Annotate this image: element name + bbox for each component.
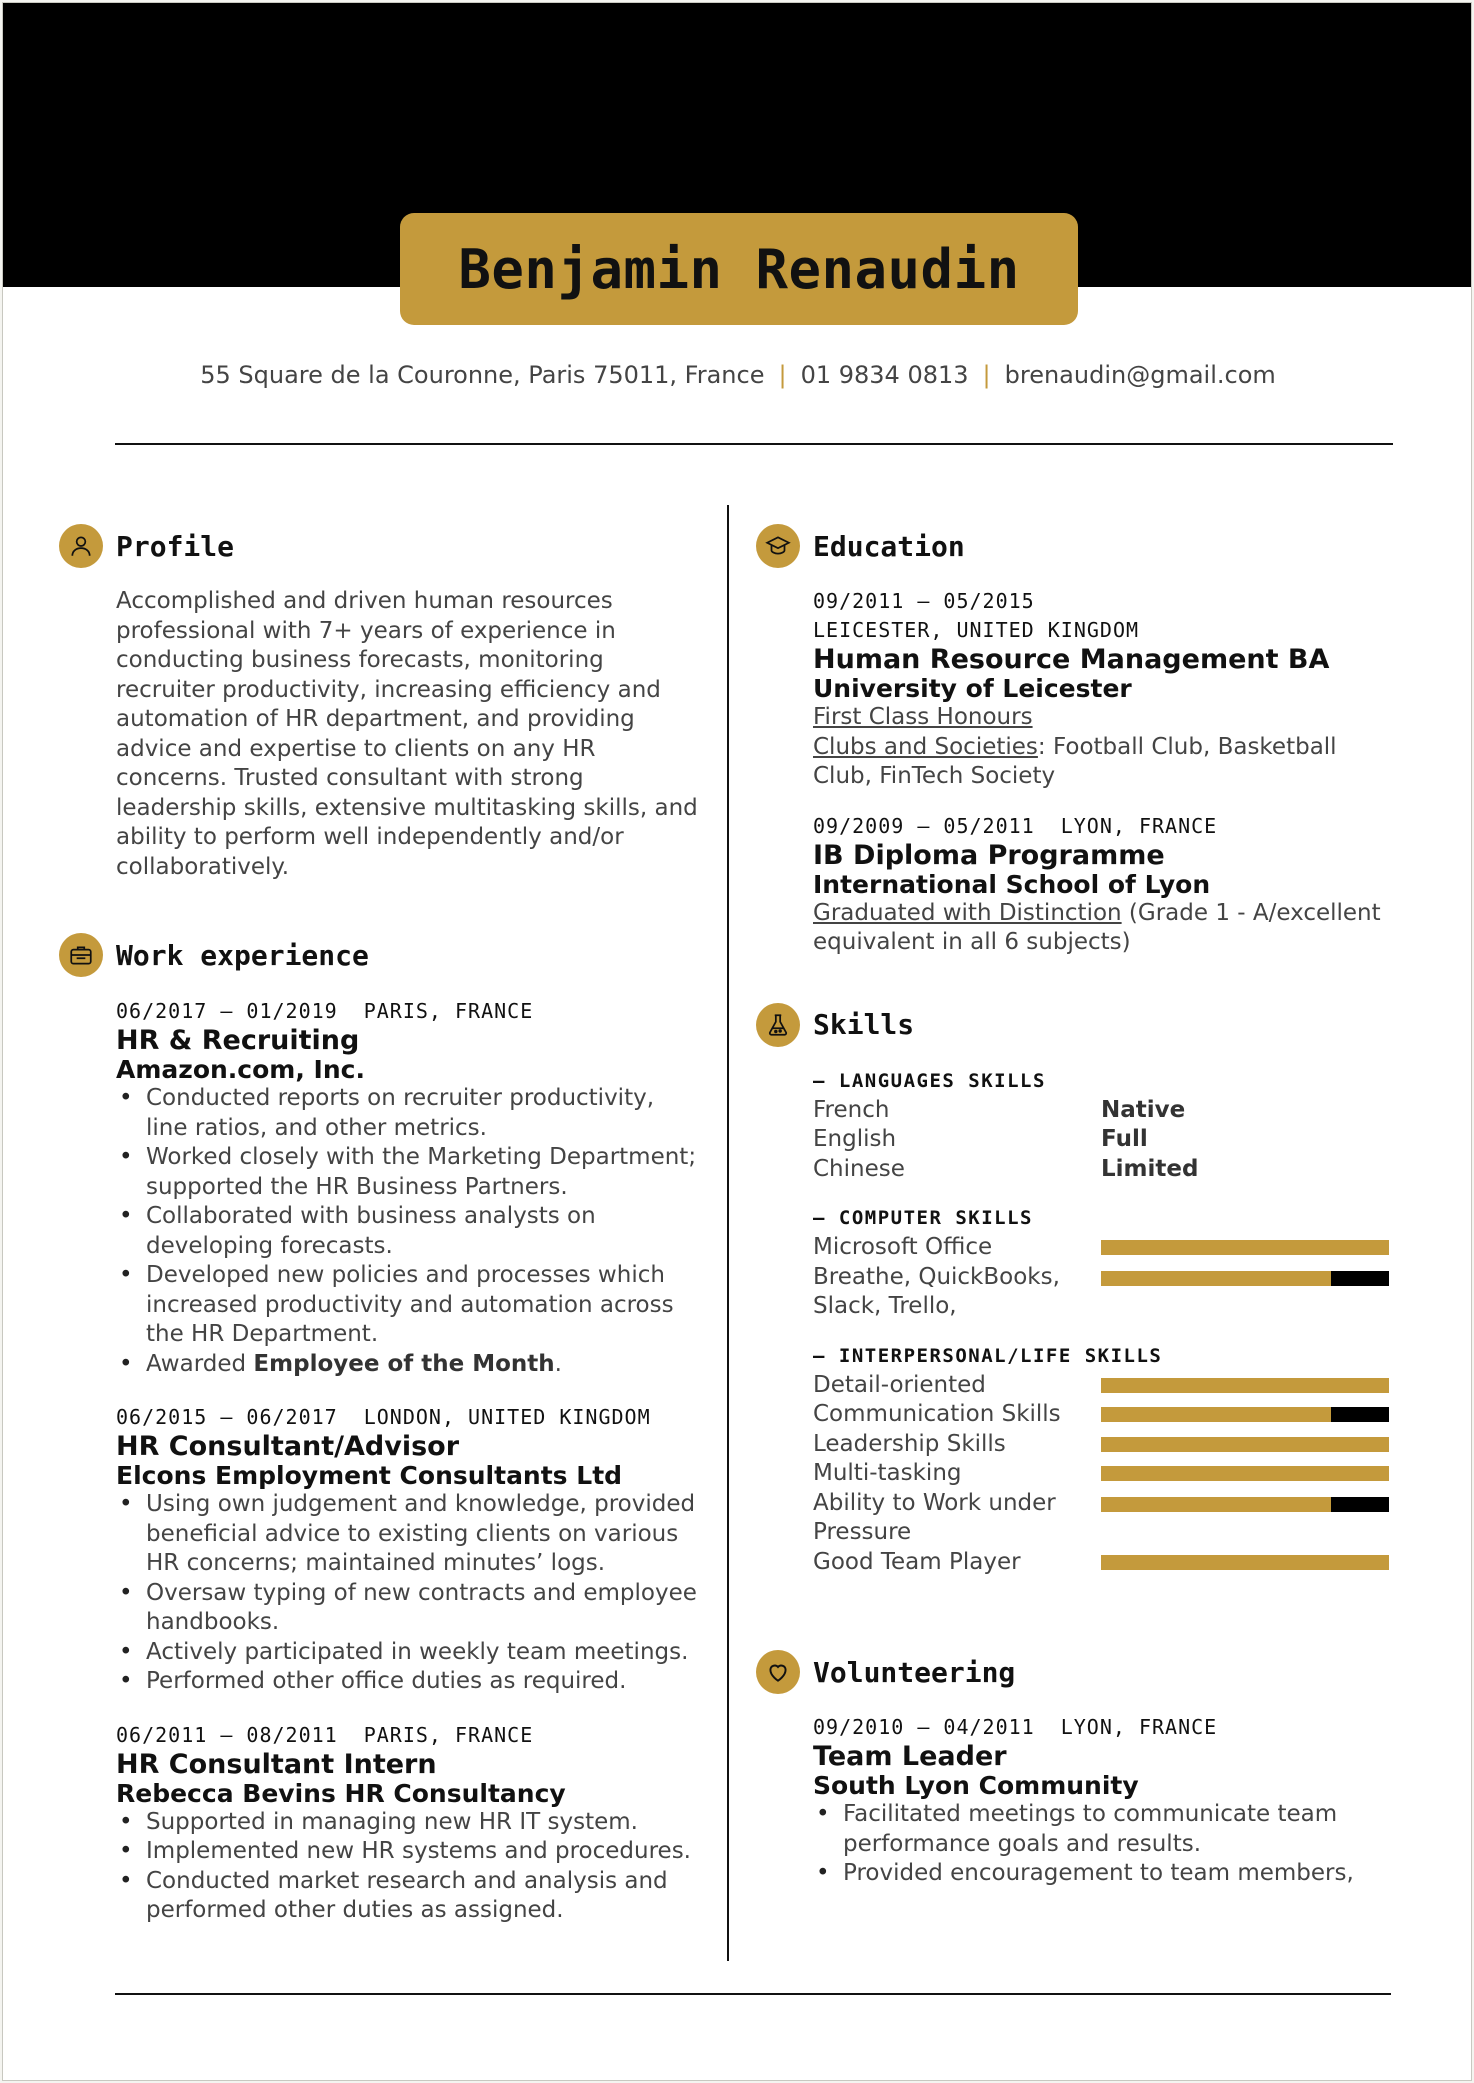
flask-icon	[756, 1003, 800, 1047]
skill-level-bar	[1101, 1555, 1389, 1570]
language-row: Chinese Limited	[813, 1155, 1199, 1182]
school: University of Leicester	[813, 674, 1132, 703]
job-location: PARIS, FRANCE	[363, 999, 534, 1023]
list-item: • Supported in managing new HR IT system.	[116, 1808, 699, 1838]
skill-row: Microsoft Office	[813, 1233, 1396, 1263]
left-column	[59, 521, 699, 1926]
heart-icon	[756, 1650, 800, 1694]
skill-row: Communication Skills	[813, 1400, 1396, 1430]
skills-heading	[756, 1000, 1396, 1050]
computer-skills	[813, 1204, 1396, 1322]
resume-page	[2, 2, 1472, 2081]
graduation-cap-icon	[756, 524, 800, 568]
languages-skills	[813, 1067, 1396, 1185]
list-item: • Actively participated in weekly team meetings.	[116, 1638, 699, 1668]
top-divider	[115, 443, 1393, 445]
skill-row: Ability to Work under Pressure	[813, 1489, 1396, 1548]
job-entry	[116, 1721, 699, 1926]
language-row: French Native	[813, 1096, 1186, 1123]
list-item: • Oversaw typing of new contracts and employee handbooks.	[116, 1579, 699, 1638]
vol-location: LYON, FRANCE	[1060, 1715, 1218, 1739]
skill-row: Breathe, QuickBooks, Slack, Trello,	[813, 1263, 1396, 1322]
degree: Human Resource Management BA	[813, 644, 1330, 675]
list-item: • Developed new policies and processes which increased productivity and automation across the HR Department.	[116, 1261, 699, 1350]
interpersonal-skills	[813, 1342, 1396, 1578]
education-entry	[813, 587, 1396, 792]
vol-org: South Lyon Community	[813, 1771, 1139, 1800]
briefcase-icon	[59, 933, 103, 977]
job-title: HR Consultant Intern	[116, 1748, 437, 1780]
list-item: • Conducted reports on recruiter productivity, line ratios, and other metrics.	[116, 1084, 699, 1143]
profile-heading	[59, 521, 699, 571]
skill-row: Good Team Player	[813, 1548, 1396, 1578]
job-entry	[116, 997, 699, 1379]
skill-level-bar	[1101, 1497, 1389, 1512]
section-title: Volunteering	[813, 1655, 1016, 1689]
right-column	[756, 521, 1396, 1889]
job-company: Elcons Employment Consultants Ltd	[116, 1461, 623, 1490]
job-bullets	[116, 1808, 699, 1926]
edu-dates: 09/2009 – 05/2011	[813, 813, 1035, 838]
honours-detail: (Grade 1 - A/excellent equivalent in all 6 subjects)	[813, 899, 1381, 955]
skill-level-bar	[1101, 1240, 1389, 1255]
section-title: Skills	[813, 1008, 915, 1041]
list-item: • Provided encouragement to team members,	[813, 1859, 1396, 1889]
vol-bullets	[813, 1800, 1396, 1889]
list-item: • Performed other office duties as required.	[116, 1667, 699, 1697]
skill-level-bar	[1101, 1437, 1389, 1452]
bottom-divider	[115, 1993, 1391, 1995]
job-location: PARIS, FRANCE	[363, 1722, 534, 1747]
skills-subheading: – LANGUAGES SKILLS	[813, 1069, 1046, 1092]
email[interactable]: brenaudin@gmail.com	[1004, 361, 1276, 389]
skill-level-bar	[1101, 1407, 1389, 1422]
job-title: HR Consultant/Advisor	[116, 1431, 460, 1462]
award-name: Employee of the Month	[253, 1350, 555, 1377]
language-row: English Full	[813, 1126, 1148, 1152]
skill-level-bar	[1101, 1466, 1389, 1481]
list-item: • Facilitated meetings to communicate team performance goals and results.	[813, 1800, 1396, 1859]
job-bullets	[116, 1490, 699, 1697]
vol-title: Team Leader	[813, 1741, 1007, 1772]
clubs-text: : Football Club, Basketball Club, FinTech Society	[813, 733, 1337, 789]
job-title: HR & Recruiting	[116, 1025, 360, 1056]
job-dates: 06/2017 – 01/2019	[116, 999, 338, 1023]
skills-subheading: – INTERPERSONAL/LIFE SKILLS	[813, 1344, 1163, 1367]
skill-row: Multi-tasking	[813, 1459, 1396, 1489]
edu-dates: 09/2011 – 05/2015	[813, 589, 1035, 613]
job-bullets	[116, 1084, 699, 1379]
volunteering-heading	[756, 1647, 1396, 1697]
education-entry	[813, 812, 1396, 958]
skill-row: Detail-oriented	[813, 1371, 1396, 1401]
separator: |	[982, 361, 991, 389]
skill-level-bar	[1101, 1271, 1389, 1286]
list-item: • Implemented new HR systems and procedures.	[116, 1837, 699, 1867]
address: 55 Square de la Couronne, Paris 75011, France	[200, 361, 765, 389]
person-icon	[59, 524, 103, 568]
clubs-label: Clubs and Societies	[813, 733, 1038, 760]
volunteer-entry	[813, 1713, 1396, 1889]
list-item: • Conducted market research and analysis and performed other duties as assigned.	[116, 1867, 699, 1926]
job-dates: 06/2011 – 08/2011	[116, 1722, 338, 1747]
job-company: Amazon.com, Inc.	[116, 1055, 365, 1084]
list-item: • Awarded Employee of the Month.	[116, 1350, 699, 1380]
list-item: • Collaborated with business analysts on developing forecasts.	[116, 1202, 699, 1261]
skill-level-bar	[1101, 1378, 1389, 1393]
education-heading	[756, 521, 1396, 571]
school: International School of Lyon	[813, 869, 1211, 899]
candidate-name: Benjamin Renaudin	[458, 237, 1020, 301]
work-heading	[59, 930, 699, 980]
honours: Graduated with Distinction	[813, 899, 1122, 926]
job-dates: 06/2015 – 06/2017	[116, 1405, 338, 1429]
name-banner	[400, 213, 1078, 325]
section-title: Education	[813, 529, 965, 563]
list-item: • Using own judgement and knowledge, provided beneficial advice to existing clients on various HR concerns; maintained minutes’ logs.	[116, 1490, 699, 1579]
separator: |	[778, 361, 787, 389]
vol-dates: 09/2010 – 04/2011	[813, 1715, 1035, 1739]
honours: First Class Honours	[813, 704, 1033, 730]
edu-location: LEICESTER, UNITED KINGDOM	[813, 618, 1140, 642]
edu-location: LYON, FRANCE	[1060, 813, 1218, 838]
job-entry	[116, 1403, 699, 1697]
section-title: Profile	[116, 529, 235, 563]
section-title: Work experience	[116, 938, 369, 972]
job-location: LONDON, UNITED KINGDOM	[363, 1405, 651, 1429]
list-item: • Worked closely with the Marketing Department; supported the HR Business Partners.	[116, 1143, 699, 1202]
profile-summary: Accomplished and driven human resources professional with 7+ years of experience in conducting business forecasts, monitoring recruiter productivity, increasing efficiency and automation of HR department, and providing advice and expertise to clients on any HR concerns. Trusted consultant with strong leadership skills, extensive multitasking skills, and ability to perform well independently and/or collaboratively.	[116, 588, 698, 880]
phone: 01 9834 0813	[800, 361, 969, 389]
degree: IB Diploma Programme	[813, 839, 1165, 871]
skill-row: Leadership Skills	[813, 1430, 1396, 1460]
column-divider	[727, 505, 729, 1961]
job-company: Rebecca Bevins HR Consultancy	[116, 1778, 566, 1808]
contact-line	[3, 361, 1472, 389]
skills-subheading: – COMPUTER SKILLS	[813, 1207, 1033, 1229]
